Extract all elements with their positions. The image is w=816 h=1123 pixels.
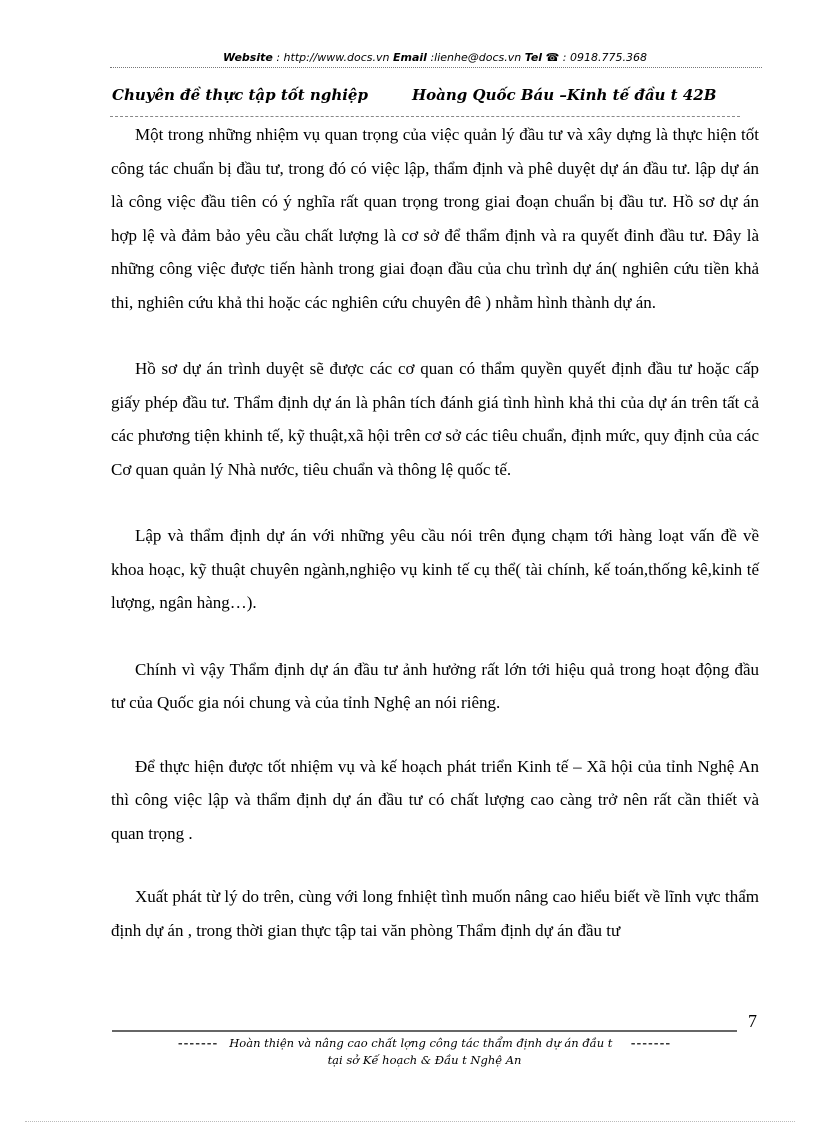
footer-line-1 — [112, 1035, 737, 1052]
paragraph-spacer — [111, 620, 759, 653]
website-label: Website — [223, 51, 273, 64]
telephone-icon: ☎ — [545, 51, 560, 64]
paragraph-4: Chính vì vậy Thẩm định dự án đầu tư ảnh hưởng rất lớn tới hiệu quả trong hoạt động đầu tư của Quốc gia nói chung và của tỉnh Nghệ an nói riêng. — [111, 659, 759, 712]
site-header-divider — [110, 67, 762, 68]
site-header — [110, 51, 760, 65]
paragraph-1: Một trong những nhiệm vụ quan trọng của việc quản lý đầu tư và xây dựng là thực hiện tốt công tác chuẩn bị đầu tư, trong đó có việc lập, thẩm định và phê duyệt dự án đầu tư. lập dự án là công việc đầu tiên có ý nghĩa rất quan trọng trong giai đoạn chuẩn bị đầu tư. Hồ sơ dự án hợp lệ và đảm bảo yêu cầu chất lượng là cơ sở để thẩm định và ra quyết đinh đầu tư. Đây là những công việc được tiến hành trong giai đoạn đầu của chu trình dự án( nghiên cứu tiền khả thi, nghiên cứu khả thi hoặc các nghiên cứu chuyên đê ) nhằm hình thành dự án. — [111, 125, 759, 312]
footer-dashes-left: ------- — [177, 1036, 219, 1050]
document-body — [111, 118, 759, 947]
running-header-title: Chuyên đề thực tập tốt nghiệp — [112, 86, 368, 104]
email-address[interactable]: :lienhe@docs.vn — [426, 51, 525, 64]
footer — [112, 1035, 737, 1069]
footer-line-2: tại sở Kế hoạch & Đầu t Nghệ An — [327, 1053, 522, 1067]
paragraph-2: Hồ sơ dự án trình duyệt sẽ được các cơ quan có thẩm quyền quyết định đầu tư hoặc cấp giấy phép đầu tư. Thẩm định dự án là phân tích đánh giá tình hình khả thi của dự án trên tất cả các phương tiện khinh tế, kỹ thuật,xã hội trên cơ sở các tiêu chuẩn, định mức, quy định của các Cơ quan quản lý Nhà nước, tiêu chuẩn và thông lệ quốc tế. — [111, 359, 759, 479]
page-bottom-border — [25, 1121, 795, 1122]
paragraph-spacer — [111, 720, 759, 750]
running-header-author: Hoàng Quốc Báu –Kinh tế đầu t 42B — [412, 86, 717, 104]
page-number: 7 — [748, 1011, 757, 1031]
tel-number: : 0918.775.368 — [559, 51, 647, 64]
footer-title: Hoàn thiện và nâng cao chất lợng công tác thẩm định dự án đầu t — [229, 1036, 613, 1050]
footer-divider — [112, 1030, 737, 1032]
footer-dashes-right: ------- — [630, 1036, 672, 1050]
email-label: Email — [393, 51, 427, 64]
paragraph-spacer — [111, 319, 759, 352]
paragraph-spacer — [111, 850, 759, 880]
paragraph-spacer — [111, 486, 759, 519]
website-url[interactable]: : http://www.docs.vn — [272, 51, 394, 64]
running-header-divider — [110, 116, 740, 117]
paragraph-3: Lập và thẩm định dự án với những yêu cầu nói trên đụng chạm tới hàng loạt vấn đề về khoa hoạc, kỹ thuật chuyên ngành,nghiệo vụ kinh tế cụ thể( tài chính, kế toán,thống kê,kinh tế lượng, ngân hàng…). — [111, 526, 759, 612]
paragraph-5: Để thực hiện được tốt nhiệm vụ và kế hoạch phát triển Kinh tế – Xã hội của tỉnh Nghệ An thì công việc lập và thẩm định dự án đầu tư có chất lượng cao càng trở nên rất cần thiết và quan trọng . — [111, 756, 759, 843]
paragraph-6: Xuất phát từ lý do trên, cùng với long fnhiệt tình muốn nâng cao hiểu biết về lĩnh vực thẩm định dự án , trong thời gian thực tập tai văn phòng Thẩm định dự án đầu tư — [111, 887, 759, 940]
tel-label: Tel — [524, 51, 543, 64]
